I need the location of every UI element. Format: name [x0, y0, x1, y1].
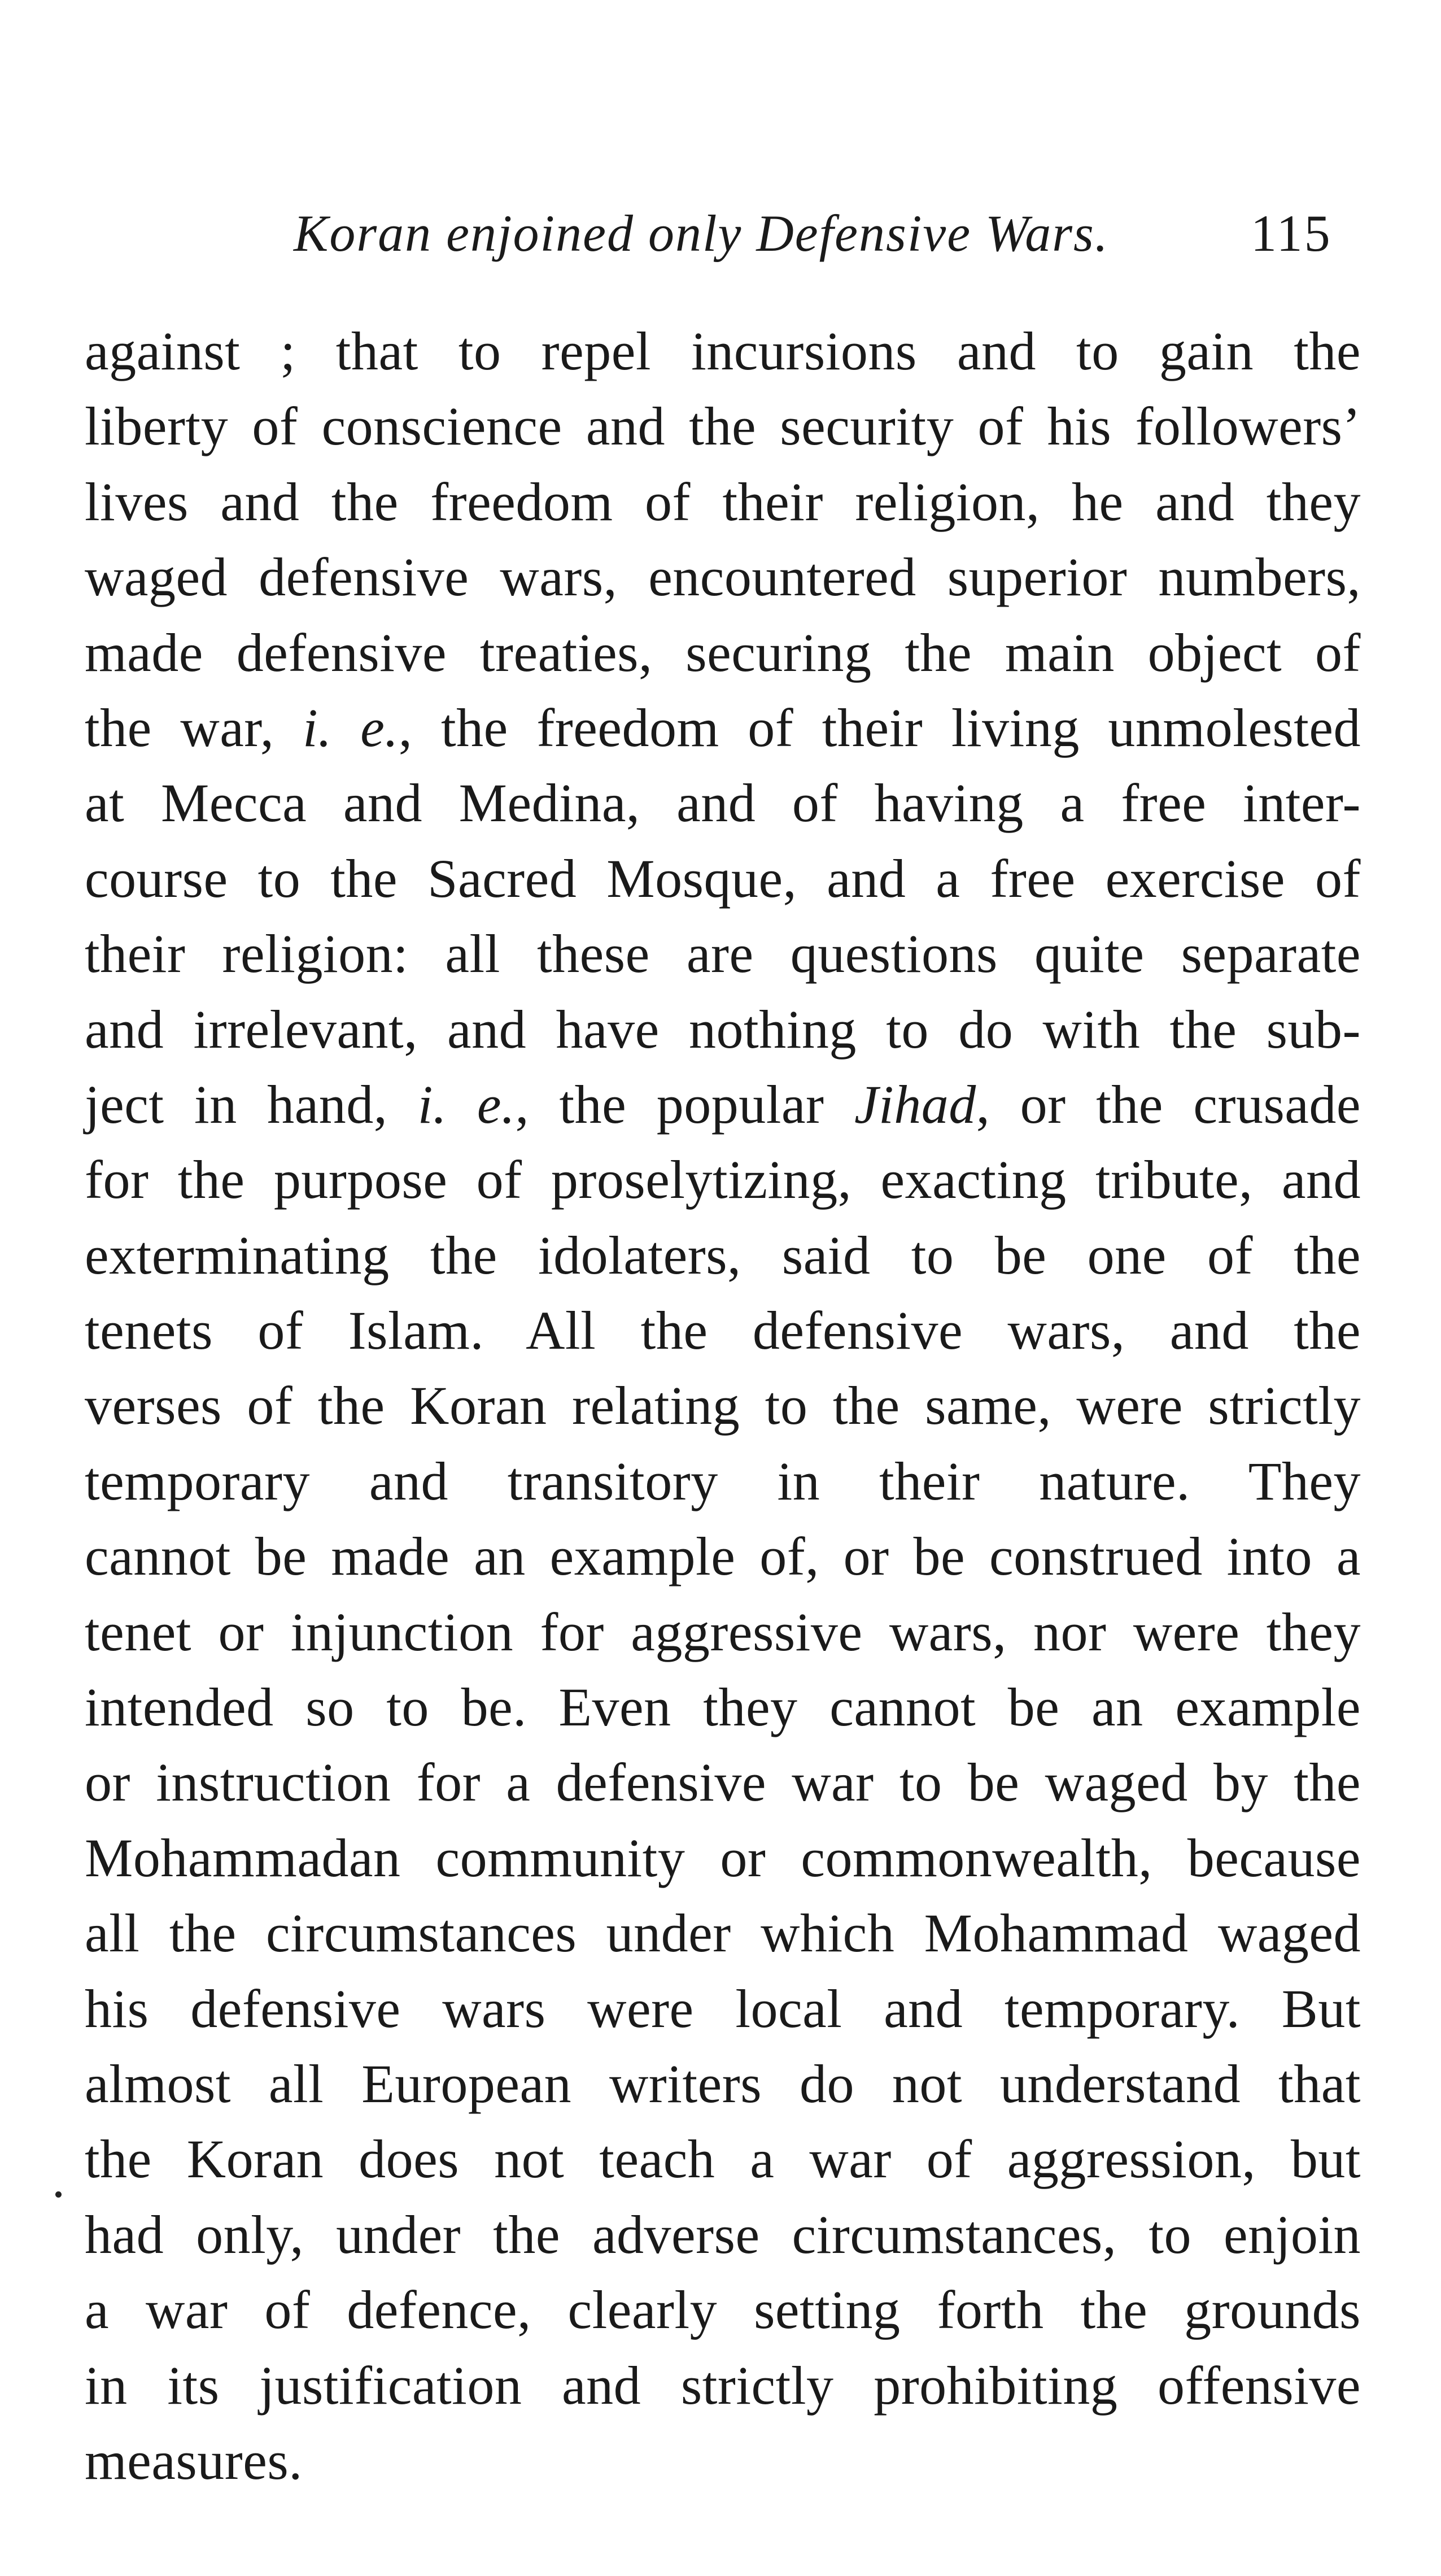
- text-line-20: or instruction for a defensive war to be waged by the: [85, 1752, 1361, 1813]
- text-line-8: course to the Sacred Mosque, and a free exercise of: [85, 848, 1361, 909]
- page-number: 115: [1251, 204, 1332, 262]
- text-line-5: made defensive treaties, securing the main object of: [85, 622, 1361, 683]
- text-line-28: in its justification and strictly prohibiting offensive: [85, 2355, 1361, 2416]
- text-line-12: for the purpose of proselytizing, exacting tribute, and: [85, 1149, 1361, 1210]
- text-line-6: the war, i. e., the freedom of their living unmolested: [85, 697, 1361, 758]
- text-line-29: measures.: [85, 2430, 303, 2491]
- text-line-1: against ; that to repel incursions and to gain the: [85, 321, 1361, 381]
- text-line-26: had only, under the adverse circumstances, to enjoin: [85, 2204, 1361, 2265]
- text-line-3: lives and the freedom of their religion, he and they: [85, 471, 1361, 532]
- text-line-25: the Koran does not teach a war of aggression, but: [85, 2129, 1361, 2190]
- text-line-11: ject in hand, i. e., the popular Jihad, or the crusade: [85, 1074, 1361, 1135]
- text-line-4: waged defensive wars, encountered superior numbers,: [85, 547, 1361, 608]
- text-line-7: at Mecca and Medina, and of having a free inter-: [85, 773, 1361, 834]
- running-title: Koran enjoined only Defensive Wars.: [294, 204, 1109, 262]
- term-jihad: Jihad: [854, 1074, 976, 1135]
- text-line-9: their religion: all these are questions quite separate: [85, 923, 1361, 984]
- text-line-18: tenet or injunction for aggressive wars, nor were they: [85, 1601, 1361, 1662]
- text-line-24: almost all European writers do not understand that: [85, 2053, 1361, 2114]
- text-line-16: temporary and transitory in their nature. They: [85, 1450, 1361, 1511]
- text-line-10: and irrelevant, and have nothing to do with the sub-: [85, 999, 1361, 1060]
- body-paragraph: [85, 313, 1361, 2498]
- text-line-23: his defensive wars were local and temporary. But: [85, 1978, 1361, 2039]
- text-line-21: Mohammadan community or commonwealth, because: [85, 1827, 1361, 1888]
- text-line-13: exterminating the idolaters, said to be one of the: [85, 1224, 1361, 1285]
- ink-speck: [55, 2191, 62, 2198]
- text-line-19: intended so to be. Even they cannot be an example: [85, 1677, 1361, 1738]
- text-line-15: verses of the Koran relating to the same, were strictly: [85, 1375, 1361, 1436]
- text-line-2: liberty of conscience and the security of his followers’: [85, 396, 1361, 457]
- running-head: [0, 203, 1441, 271]
- text-line-22: all the circumstances under which Mohammad waged: [85, 1903, 1361, 1964]
- text-line-27: a war of defence, clearly setting forth the grounds: [85, 2279, 1361, 2340]
- text-line-17: cannot be made an example of, or be construed into a: [85, 1526, 1361, 1587]
- text-line-14: tenets of Islam. All the defensive wars, and the: [85, 1300, 1361, 1361]
- abbreviation-ie: i. e.: [417, 1074, 516, 1135]
- abbreviation-ie: i. e.: [303, 697, 399, 758]
